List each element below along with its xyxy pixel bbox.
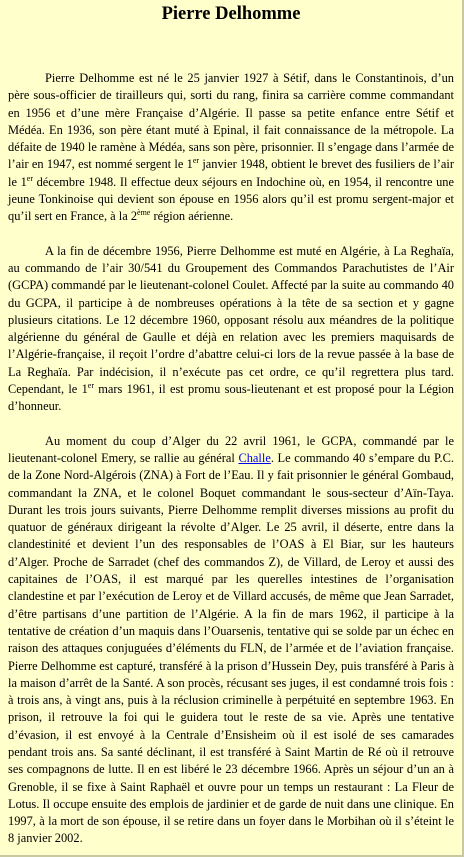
page-title: Pierre Delhomme — [161, 4, 301, 24]
paragraph-text: A la fin de décembre 1956, Pierre Delhomme est muté en Algérie, à La Reghaïa, au commando de l’air 30/541 du Groupement des Commandos Parachutistes de l’Air (GCPA) commandé par le lieutenant-colonel Coulet. Affecté par la suite au commando 40 du GCPA, il participe à de nombreuses opérations à la tête de sa section et y gagne plusieurs citations. Le 12 décembre 1960, opposant résolu aux méandres de la politique algérienne du général de Gaulle et déjà en relation avec les premiers maquisards de l’Algérie-française, il reçoit l’ordre d’abattre celui-ci lors de la revue passée à la base de La Reghaïa. Par indécision, il n’exécute pas cet ordre, ce qu’il regrettera plus tard. Cependant, le 1 — [8, 243, 454, 397]
paragraph-text: Au moment du coup d’Alger du 22 avril 1961, le GCPA, commandé par le lieutenant-colonel Emery, se rallie au général — [8, 433, 454, 465]
superscript: ème — [137, 208, 151, 218]
paragraph-2 — [8, 243, 454, 416]
paragraph-text: mars 1961, il est promu sous-lieutenant et est proposé pour la Légion d’honneur. — [8, 382, 454, 414]
paragraph-text: . Le commando 40 s’empare du P.C. de la Zone Nord-Algérois (ZNA) à Fort de l’Eau. Il y fait prisonnier le général Gombaud, commandant la ZNA, et le colonel Boquet commandant le sous-secteur d’Aïn-Taya. Durant les trois jours suivants, Pierre Delhomme remplit diverses missions au profit du quatuor de généraux dirigeant la révolte d’Alger. Le 25 avril, il déserte, entre dans la clandestinité et devient l’un des responsables de l’OAS à El Biar, sur les hauteurs d’Alger. Proche de Sarradet (chef des commandos Z), de Villard, de Leroy et aussi des capitaines de l’OAS, il est marqué par les querelles intestines de l’organisation clandestine et par l’exécution de Leroy et de Villard accusés, de même que Jean Sarradet, d’être partisans d’une partition de l’Algérie. A la fin de mars 1962, il participe à la tentative de création d’un maquis dans l’Ouarsenis, tentative qui se solde par un échec en raison des attaques conjuguées d’éléments du FLN, de l’armée et de l’aviation française. Pierre Delhomme est capturé, transféré à la prison d’Hussein Dey, puis transféré à Paris à la maison d’arrêt de la Santé. A son procès, récusant ses juges, il est condamné trois fois : à trois ans, à vingt ans, puis à la réclusion criminelle à perpétuité en septembre 1963. En prison, il retrouve la foi qui le guidera tout le reste de sa vie. Après une tentative d’évasion, il est envoyé à la Centrale d’Ensisheim où il est isolé de ses camarades pendant trois ans. Sa santé déclinant, il est transféré à Saint Martin de Ré où il retrouve ses compagnons de lutte. Il en est libéré le 23 décembre 1966. Après un séjour d’un an à Grenoble, il se fixe à Saint Raphaël et ouvre pour un temps un restaurant : La Fleur de Lotus. Il occupe ensuite des emplois de jardinier et de garde de nuit dans une clinique. En 1997, à la mort de son épouse, il se retire dans un foyer dans le Morbihan où il s’éteint le 8 janvier 2002. — [8, 450, 454, 846]
paragraph-text: région aérienne. — [150, 209, 234, 224]
paragraph-3 — [8, 433, 454, 848]
article-body — [0, 70, 462, 848]
superscript: er — [26, 173, 33, 183]
paragraph-text: janvier 1948, obtient le brevet des fusiliers de l’air le 1 — [8, 157, 454, 189]
paragraph-text: Pierre Delhomme est né le 25 janvier 1927 à Sétif, dans le Constantinois, d’un père sous-officier de tirailleurs qui, sorti du rang, finira sa carrière comme commandant en 1956 et d’une mère Française d’Algérie. Il passe sa petite enfance entre Sétif et Médéa. En 1936, son père étant muté à Epinal, il fait connaissance de la métropole. La défaite de 1940 le ramène à Médéa, sans son père, prisonnier. Il s’engage dans l’armée de l’air en 1947, est nommé sergent le 1 — [8, 71, 454, 172]
superscript: er — [192, 156, 200, 166]
paragraph-text: décembre 1948. Il effectue deux séjours en Indochine où, en 1954, il rencontre une jeune Tonkinoise qui devient son épouse en 1956 alors qu’il est promu sergent-major et qu’il sert en France, à la 2 — [8, 174, 454, 224]
paragraph-1 — [8, 70, 454, 226]
challe-link[interactable]: Challe — [238, 450, 271, 465]
superscript: er — [87, 380, 94, 390]
